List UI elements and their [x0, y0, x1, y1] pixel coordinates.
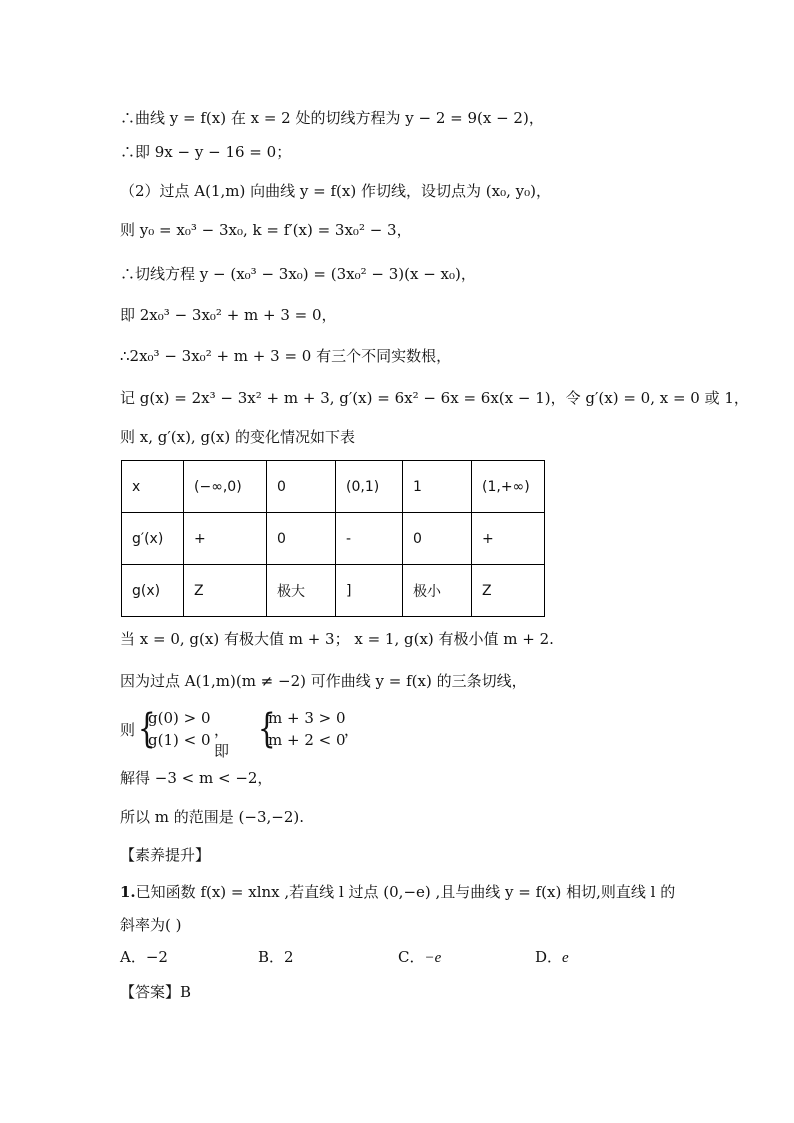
system-g-line1: g(0) > 0	[148, 709, 211, 727]
part2-setup: （2）过点 A(1,m) 向曲线 y = f(x) 作切线，设切点为 (x₀, y₀)，	[120, 182, 551, 200]
table-cell: Z	[472, 565, 545, 617]
left-brace: {	[137, 706, 156, 752]
question-1	[120, 882, 675, 902]
option-d: D．e	[535, 948, 569, 966]
table-cell: (−∞,0)	[184, 461, 267, 513]
table-cell: 0	[267, 461, 336, 513]
system-g-line2: g(1) < 0	[148, 731, 211, 749]
system-mid: ，即	[214, 721, 230, 760]
option-a: A．−2	[120, 948, 168, 966]
tangent-point-values: 则 y₀ = x₀³ − 3x₀, k = f′(x) = 3x₀² − 3，	[120, 221, 412, 239]
table-row	[122, 565, 545, 617]
table-row	[122, 513, 545, 565]
question-number: 1.	[120, 883, 136, 901]
table-cell: ]	[336, 565, 403, 617]
system-m-line1: m + 3 > 0	[268, 709, 346, 727]
variation-table	[121, 460, 545, 617]
cubic-equation: 即 2x₀³ − 3x₀² + m + 3 = 0，	[120, 306, 337, 324]
table-cell: -	[336, 513, 403, 565]
g-function-definition: 记 g(x) = 2x³ − 3x² + m + 3, g′(x) = 6x² − 6x = 6x(x − 1)，令 g′(x) = 0, x = 0 或 1，	[120, 389, 749, 407]
question-1-continued: 斜率为( )	[120, 916, 182, 934]
option-c: C．−e	[398, 948, 442, 966]
solution: 解得 −3 < m < −2，	[120, 769, 273, 787]
three-tangents-condition: 因为过点 A(1,m)(m ≠ −2) 可作曲线 y = f(x) 的三条切线，	[120, 672, 527, 690]
table-cell: 0	[267, 513, 336, 565]
answer-options	[120, 946, 680, 968]
extremum-values: 当 x = 0, g(x) 有极大值 m + 3； x = 1, g(x) 有极小值 m + 2.	[120, 630, 554, 648]
table-cell: g′(x)	[122, 513, 184, 565]
table-cell: +	[184, 513, 267, 565]
option-b: B．2	[258, 948, 294, 966]
table-cell: x	[122, 461, 184, 513]
table-cell: 极大	[267, 565, 336, 617]
left-brace: {	[257, 706, 276, 752]
tangent-equation-general: ∴切线方程 y − (x₀³ − 3x₀) = (3x₀² − 3)(x − x₀)，	[120, 265, 476, 283]
tangent-line-general-form: ∴即 9x − y − 16 = 0；	[120, 143, 292, 161]
three-roots-statement: ∴2x₀³ − 3x₀² + m + 3 = 0 有三个不同实数根，	[120, 347, 452, 365]
range-conclusion: 所以 m 的范围是 (−3,−2).	[120, 808, 304, 826]
answer: 【答案】B	[120, 983, 192, 1001]
table-cell: 0	[403, 513, 472, 565]
table-intro: 则 x, g′(x), g(x) 的变化情况如下表	[120, 428, 356, 446]
table-cell: (1,+∞)	[472, 461, 545, 513]
table-cell: 极小	[403, 565, 472, 617]
table-row	[122, 461, 545, 513]
tangent-line-equation: ∴曲线 y = f(x) 在 x = 2 处的切线方程为 y − 2 = 9(x − 2)，	[120, 109, 544, 127]
system-g	[148, 707, 211, 751]
question-text: 已知函数 f(x) = xlnx ,若直线 l 过点 (0,−e) ,且与曲线 y = f(x) 相切,则直线 l 的	[135, 883, 676, 901]
table-cell: g(x)	[122, 565, 184, 617]
system-end: ，	[344, 721, 360, 739]
system-lead: 则	[120, 721, 136, 739]
table-cell: (0,1)	[336, 461, 403, 513]
table-cell: Z	[184, 565, 267, 617]
table-cell: +	[472, 513, 545, 565]
section-heading: 【素养提升】	[120, 846, 211, 864]
system-m-line2: m + 2 < 0	[268, 731, 346, 749]
system-m	[268, 707, 346, 751]
table-cell: 1	[403, 461, 472, 513]
